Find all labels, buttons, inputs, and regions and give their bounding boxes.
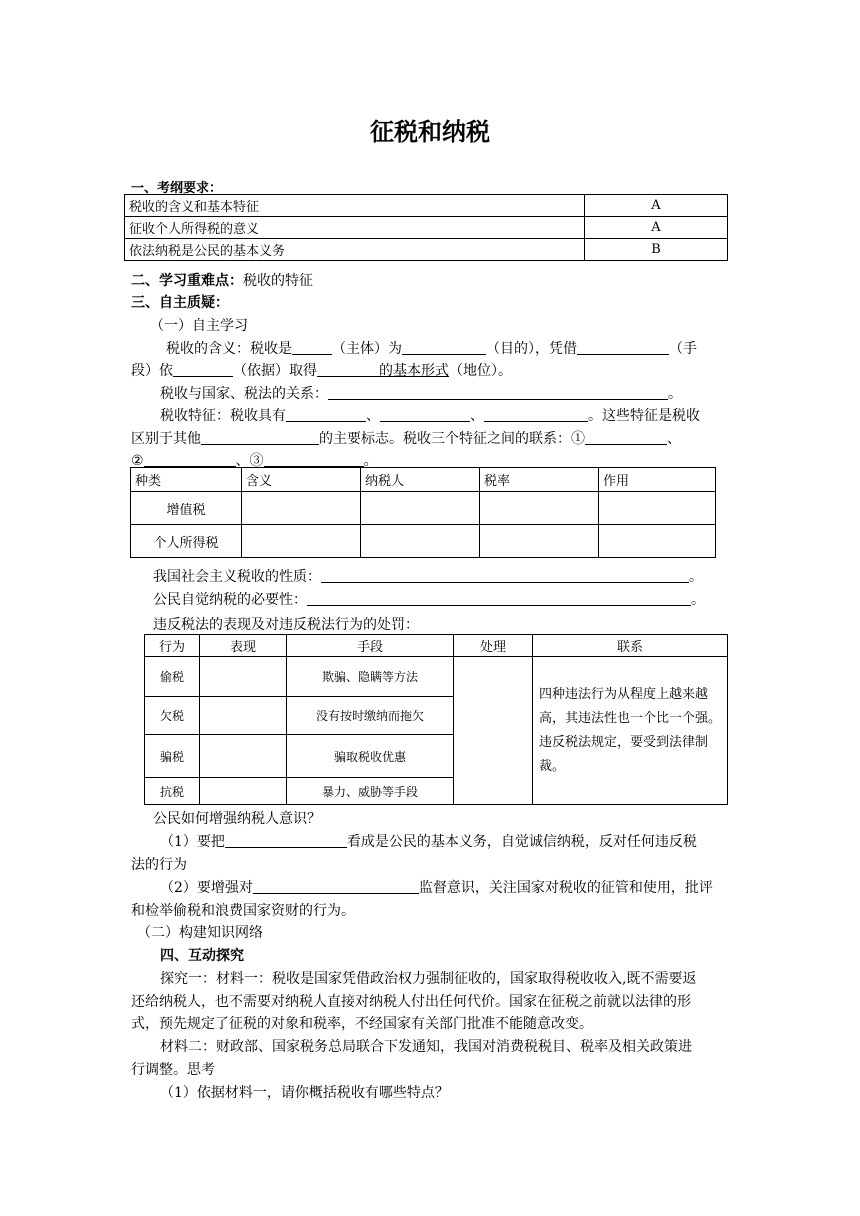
paragraph-line: 探究一：材料一：税收是国家凭借政治权力强制征收的，国家取得税收收入,既不需要返 [160,971,697,987]
req-level: A [585,217,728,239]
text: （1）要把 [160,834,225,850]
act-cell: 偷税 [145,657,200,697]
empty-cell[interactable] [599,492,716,525]
text: 四种违法行为从程度上越来越 [539,686,709,702]
blank-feature-1[interactable] [286,407,366,422]
header-cell: 作用 [599,468,716,492]
text: 我国社会主义税收的性质： [153,569,321,585]
header-cell: 联系 [533,635,728,657]
blank-obtain[interactable] [317,362,379,377]
text: ② [131,453,144,469]
means-cell: 没有按时缴纳而拖欠 [287,697,454,735]
blank-link-2[interactable] [144,452,236,467]
relation-cell [533,657,728,805]
text: 、 [667,431,681,447]
means-cell: 骗取税收优惠 [287,735,454,778]
section-heading-1: 一、考纲要求： [131,181,223,196]
empty-cell[interactable] [361,492,480,525]
paragraph-line: 还给纳税人，也不需要对纳税人直接对纳税人付出任何代价。国家在征税之前就以法律的形 [131,994,691,1010]
empty-cell[interactable] [200,657,287,697]
means-cell: 欺骗、隐瞒等方法 [287,657,454,697]
blank-distinguish[interactable] [201,430,319,445]
blank-feature-2[interactable] [380,407,470,422]
blank-link-1[interactable] [585,430,667,445]
key-points-text: 税收的特征 [243,273,313,289]
text: 区别于其他 [131,431,201,447]
text: （2）要增强对 [160,880,253,896]
awareness-2-cont: 和检举偷税和浪费国家资财的行为。 [131,903,355,919]
blank-necessity[interactable] [307,591,691,606]
empty-cell[interactable] [361,525,480,558]
means-cell: 暴力、威胁等手段 [287,778,454,805]
features-line-1 [160,405,700,425]
text: （依据）取得 [233,363,317,379]
text: 。 [363,453,378,469]
text: （地位）。 [449,363,512,379]
tax-type-cell: 个人所得税 [131,525,242,558]
header-cell: 处理 [454,635,533,657]
header-cell: 行为 [145,635,200,657]
tax-type-cell: 增值税 [131,492,242,525]
necessity-line [153,589,705,609]
subheading-self-study: （一）自主学习 [150,318,248,334]
text: 、 [470,408,484,424]
empty-cell[interactable] [200,735,287,778]
meaning-line-1 [166,338,697,358]
violation-table [144,634,728,805]
text: 税收与国家、税法的关系： [160,386,328,402]
blank-relation[interactable] [328,385,668,400]
relation-line [160,383,682,403]
req-item: 征收个人所得税的意义 [125,217,585,239]
blank-awareness-1[interactable] [225,833,347,848]
text: 。 [691,592,705,608]
header-cell: 含义 [242,468,361,492]
empty-cell[interactable] [200,778,287,805]
text: 看成是公民的基本义务，自觉诚信纳税，反对任何违反税 [346,834,697,850]
header-cell: 税率 [480,468,599,492]
req-item: 税收的含义和基本特征 [125,195,585,217]
awareness-1 [160,831,697,851]
violation-intro: 违反税法的表现及对违反税法行为的处罚： [153,617,419,633]
features-line-2 [131,428,681,448]
text: （主体）为 [332,341,402,357]
text: 税收的含义：税收是 [166,341,292,357]
blank-purpose[interactable] [402,340,486,355]
text: 。这些特征是税收 [588,408,700,424]
awareness-1-cont: 法的行为 [131,857,187,873]
meaning-line-2 [131,360,512,380]
subheading-knowledge-network: （二）构建知识网络 [137,925,263,941]
awareness-question: 公民如何增强纳税人意识？ [153,811,321,827]
act-cell: 抗税 [145,778,200,805]
text: 。 [668,386,682,402]
text: 高，其违法性也一个比一个强。 [539,710,722,726]
act-cell: 欠税 [145,697,200,735]
text: （手 [669,341,697,357]
act-cell: 骗税 [145,735,200,778]
empty-cell[interactable] [242,492,361,525]
req-item: 依法纳税是公民的基本义务 [125,239,585,261]
text: 税收特征：税收具有 [160,408,286,424]
header-cell: 手段 [287,635,454,657]
empty-cell[interactable] [454,657,533,805]
empty-cell[interactable] [599,525,716,558]
blank-means[interactable] [577,340,669,355]
section-heading-3: 三、自主质疑： [131,295,229,311]
awareness-2 [160,877,713,897]
empty-cell[interactable] [242,525,361,558]
text: 的基本形式 [379,363,449,379]
text: 、③ [235,453,264,469]
paragraph-line: 行调整。思考 [131,1062,215,1078]
text: 。 [689,569,703,585]
blank-link-3[interactable] [264,452,364,467]
blank-basis[interactable] [173,362,233,377]
header-cell: 表现 [200,635,287,657]
blank-awareness-2[interactable] [253,879,419,894]
paragraph-line: 式，预先规定了征税的对象和税率，不经国家有关部门批准不能随意改变。 [131,1016,593,1032]
text: 违反税法规定，要受到法律制 [539,734,709,750]
nature-line [153,566,703,586]
empty-cell[interactable] [480,492,599,525]
section-heading-2: 二、学习重难点： [131,273,243,289]
text: 的主要标志。税收三个特征之间的联系：① [319,431,585,447]
req-level: B [585,239,728,261]
empty-cell[interactable] [480,525,599,558]
section-heading-4: 四、互动探究 [160,948,244,964]
header-cell: 纳税人 [361,468,480,492]
key-points [131,270,313,290]
requirements-table [124,194,728,261]
question-1: （1）依据材料一，请你概括税收有哪些特点？ [160,1085,449,1101]
blank-nature[interactable] [321,568,689,583]
text: 监督意识，关注国家对税收的征管和使用，批评 [418,880,713,896]
paragraph-line: 材料二：财政部、国家税务总局联合下发通知，我国对消费税税目、税率及相关政策进 [160,1039,692,1055]
text: 裁。 [539,758,566,774]
text: （目的），凭借 [486,341,577,357]
text: 段）依 [131,363,173,379]
tax-types-table [130,467,716,558]
header-cell: 种类 [131,468,242,492]
page-title: 征税和纳税 [370,118,490,146]
empty-cell[interactable] [200,697,287,735]
blank-subject[interactable] [292,340,332,355]
text: 、 [366,408,380,424]
req-level: A [585,195,728,217]
blank-feature-3[interactable] [484,407,588,422]
text: 公民自觉纳税的必要性： [153,592,307,608]
